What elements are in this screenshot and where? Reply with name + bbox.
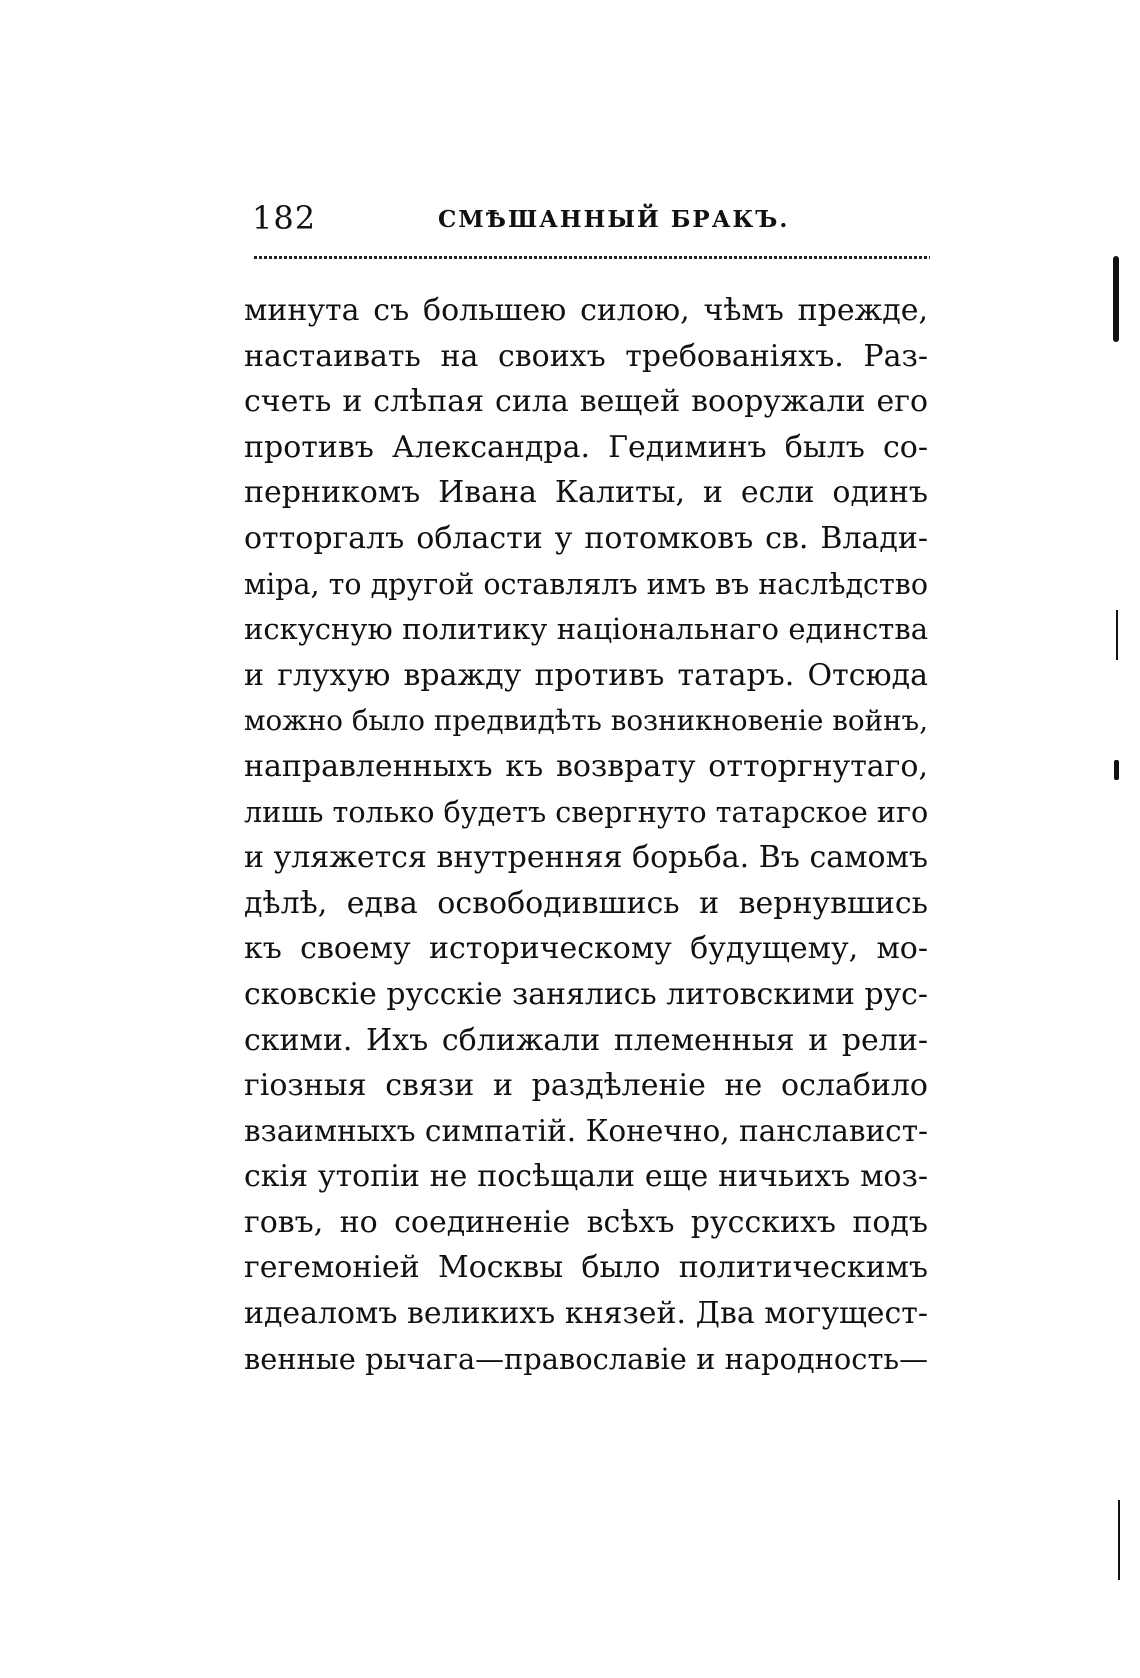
text-line: можно было предвидѣть возникновеніе войнъ, [244, 704, 928, 738]
text-line: венные рычага—православіе и народность— [244, 1341, 928, 1376]
text-line: перникомъ Ивана Калиты, и если одинъ [244, 475, 928, 511]
text-line: скими. Ихъ сближали племенныя и рели- [244, 1022, 928, 1058]
text-line: противъ Александра. Гедиминъ былъ со- [244, 429, 928, 465]
text-line: лишь только будетъ свергнуто татарское иго [244, 794, 929, 829]
scan-edge-mark [1116, 610, 1118, 660]
scan-edge-mark [1114, 760, 1119, 780]
running-head [252, 196, 932, 240]
text-line: сковскіе русскіе занялись литовскими рус- [244, 976, 928, 1012]
text-line: скія утопіи не посѣщали еще ничьихъ моз- [244, 1159, 928, 1195]
text-line: говъ, но соединеніе всѣхъ русскихъ подъ [244, 1204, 928, 1240]
text-line: дѣлѣ, едва освободившись и вернувшись [244, 885, 928, 921]
text-line: идеаломъ великихъ князей. Два могущест- [244, 1296, 928, 1332]
text-line: направленныхъ къ возврату отторгнутаго, [244, 748, 928, 784]
text-line: настаивать на своихъ требованіяхъ. Раз- [244, 338, 928, 374]
text-line: и глухую вражду противъ татаръ. Отсюда [244, 657, 928, 693]
scan-edge-mark [1118, 1500, 1120, 1580]
text-line: отторгалъ области у потомковъ св. Влади- [244, 520, 928, 556]
text-line: гегемоніей Москвы было политическимъ [244, 1250, 928, 1286]
text-line: взаимныхъ симпатій. Конечно, панславист- [244, 1113, 928, 1148]
text-line: къ своему историческому будущему, мо- [244, 931, 928, 967]
text-line: минута съ большею силою, чѣмъ прежде, [244, 293, 928, 328]
text-line: счеть и слѣпая сила вещей вооружали его [244, 384, 928, 420]
body-text [244, 288, 928, 1382]
header-rule [254, 256, 930, 259]
page-number: 182 [252, 199, 317, 237]
text-line: міра, то другой оставлялъ имъ въ наслѣдство [244, 567, 928, 601]
running-title: СМѢШАННЫЙ БРАКЪ. [438, 206, 790, 233]
text-line: гіозныя связи и раздѣленіе не ослабило [244, 1068, 928, 1104]
text-line: и уляжется внутренняя борьба. Въ самомъ [244, 840, 928, 876]
scan-edge-mark [1113, 256, 1119, 342]
text-line: искусную политику національнаго единства [244, 612, 928, 647]
